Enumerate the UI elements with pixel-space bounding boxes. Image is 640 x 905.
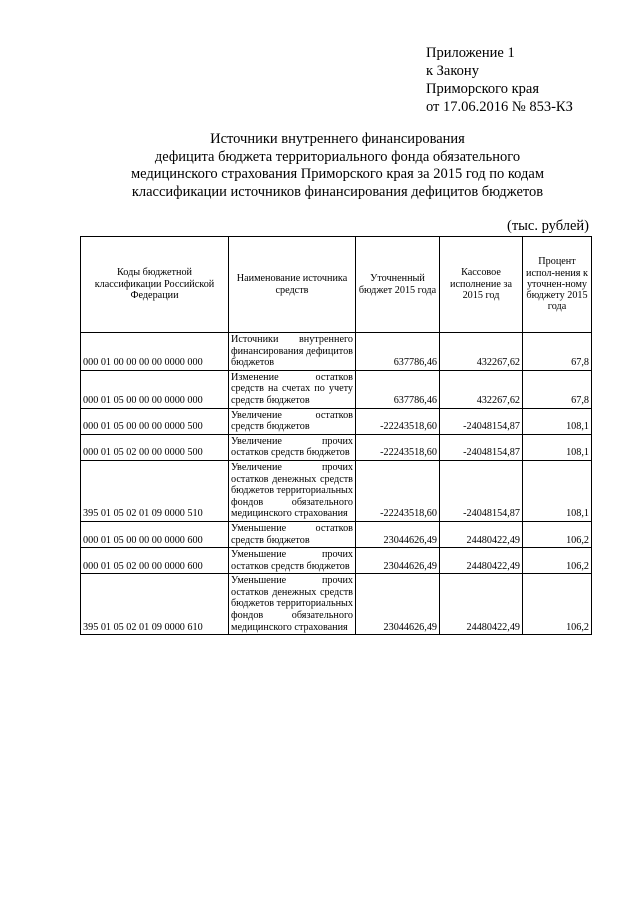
row-percent: 106,2 bbox=[523, 548, 592, 574]
title-line: классификации источников финансирования дефицитов бюджетов bbox=[131, 183, 544, 200]
row-name: Источники внутреннего финансирования дефицитов бюджетов bbox=[229, 333, 356, 371]
header-name: Наименование источника средств bbox=[229, 237, 356, 333]
row-percent: 108,1 bbox=[523, 460, 592, 521]
row-name: Изменение остатков средств на счетах по учету средств бюджетов bbox=[229, 370, 356, 408]
row-fact: 24480422,49 bbox=[440, 574, 523, 635]
table-row bbox=[81, 333, 592, 371]
row-code: 000 01 05 00 00 00 0000 600 bbox=[81, 521, 229, 547]
row-name: Увеличение прочих остатков средств бюджетов bbox=[229, 434, 356, 460]
row-plan: 23044626,49 bbox=[356, 521, 440, 547]
row-code: 000 01 05 02 00 00 0000 600 bbox=[81, 548, 229, 574]
appendix-line: к Закону bbox=[426, 63, 479, 79]
row-code: 000 01 05 02 00 00 0000 500 bbox=[81, 434, 229, 460]
appendix-line: Приморского края bbox=[426, 81, 540, 97]
row-fact: 432267,62 bbox=[440, 370, 523, 408]
row-percent: 108,1 bbox=[523, 408, 592, 434]
header-code: Коды бюджетной классификации Российской Федерации bbox=[81, 237, 229, 333]
financing-sources-table bbox=[80, 236, 592, 635]
row-plan: 637786,46 bbox=[356, 333, 440, 371]
row-name: Увеличение остатков средств бюджетов bbox=[229, 408, 356, 434]
row-fact: 432267,62 bbox=[440, 333, 523, 371]
row-name: Уменьшение прочих остатков денежных средств бюджетов территориальных фондов обязательного медицинского страхования bbox=[229, 574, 356, 635]
header-fact: Кассовое исполнение за 2015 год bbox=[440, 237, 523, 333]
appendix-reference bbox=[426, 44, 573, 116]
row-fact: -24048154,87 bbox=[440, 460, 523, 521]
row-code: 000 01 05 00 00 00 0000 000 bbox=[81, 370, 229, 408]
document-title bbox=[80, 131, 595, 201]
row-plan: -22243518,60 bbox=[356, 434, 440, 460]
title-line: медицинского страхования Приморского края за 2015 год по кодам bbox=[130, 166, 545, 182]
row-name: Уменьшение прочих остатков средств бюджетов bbox=[229, 548, 356, 574]
table-row bbox=[81, 408, 592, 434]
row-plan: 23044626,49 bbox=[356, 574, 440, 635]
row-fact: 24480422,49 bbox=[440, 548, 523, 574]
title-line: дефицита бюджета территориального фонда обязательного bbox=[154, 148, 521, 165]
table-row bbox=[81, 548, 592, 574]
appendix-line: Приложение 1 bbox=[426, 45, 515, 61]
row-percent: 108,1 bbox=[523, 434, 592, 460]
units-label: (тыс. рублей) bbox=[507, 218, 589, 234]
title-line: Источники внутреннего финансирования bbox=[210, 131, 465, 147]
row-percent: 106,2 bbox=[523, 521, 592, 547]
table-row bbox=[81, 574, 592, 635]
row-percent: 67,8 bbox=[523, 333, 592, 371]
table-row bbox=[81, 434, 592, 460]
row-name: Уменьшение остатков средств бюджетов bbox=[229, 521, 356, 547]
row-fact: 24480422,49 bbox=[440, 521, 523, 547]
row-code: 395 01 05 02 01 09 0000 610 bbox=[81, 574, 229, 635]
row-code: 000 01 00 00 00 00 0000 000 bbox=[81, 333, 229, 371]
row-percent: 106,2 bbox=[523, 574, 592, 635]
row-plan: -22243518,60 bbox=[356, 408, 440, 434]
header-percent: Процент испол-нения к уточнен-ному бюджету 2015 года bbox=[523, 237, 592, 333]
table-row bbox=[81, 460, 592, 521]
row-code: 395 01 05 02 01 09 0000 510 bbox=[81, 460, 229, 521]
row-fact: -24048154,87 bbox=[440, 434, 523, 460]
row-plan: -22243518,60 bbox=[356, 460, 440, 521]
table-row bbox=[81, 521, 592, 547]
row-plan: 23044626,49 bbox=[356, 548, 440, 574]
row-plan: 637786,46 bbox=[356, 370, 440, 408]
row-fact: -24048154,87 bbox=[440, 408, 523, 434]
table-header-row bbox=[81, 237, 592, 333]
row-code: 000 01 05 00 00 00 0000 500 bbox=[81, 408, 229, 434]
row-name: Увеличение прочих остатков денежных средств бюджетов территориальных фондов обязательного медицинского страхования bbox=[229, 460, 356, 521]
header-plan: Уточненный бюджет 2015 года bbox=[356, 237, 440, 333]
row-percent: 67,8 bbox=[523, 370, 592, 408]
appendix-line: от 17.06.2016 № 853-КЗ bbox=[426, 99, 573, 115]
table-row bbox=[81, 370, 592, 408]
